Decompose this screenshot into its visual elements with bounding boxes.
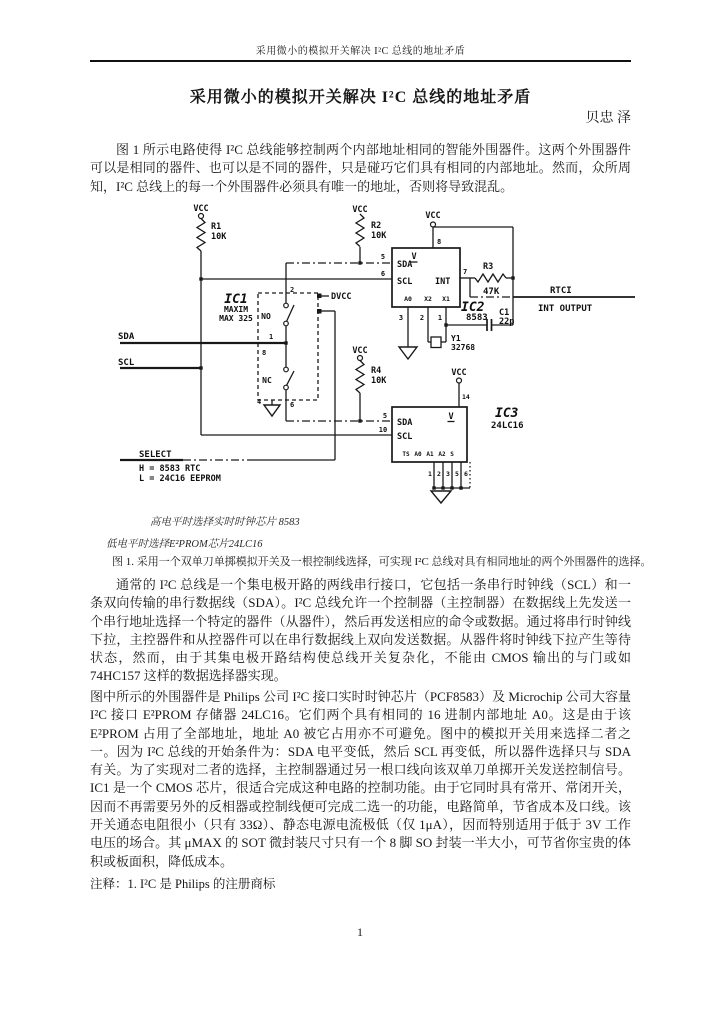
vcc-label: VCC [352, 346, 368, 356]
ic2-int-pin: INT [435, 277, 451, 287]
ic2-a0-pin: A0 [404, 295, 412, 303]
scl-bus-label: SCL [118, 358, 135, 368]
ic3-a2-pin: A2 [438, 451, 446, 458]
ic3-v-pin: V [448, 412, 454, 422]
r1-label: R1 [211, 222, 222, 232]
page-number: 1 [357, 925, 363, 939]
vcc-label: VCC [425, 211, 441, 221]
ic2-rtc-8583 [392, 211, 635, 359]
footnote: 注释：1. I²C 是 Philips 的注册商标 [90, 877, 276, 891]
ic3-n5: 6 [464, 470, 468, 478]
header-divider [90, 60, 631, 62]
ic1-brand: MAXIM [223, 305, 249, 314]
ic2-part-label: 8583 [466, 313, 488, 323]
ic3-n3: 3 [446, 470, 450, 478]
dvcc-label: DVCC [331, 292, 352, 302]
pin4-label: 4 [257, 398, 262, 406]
author-name: 贝忠 泽 [585, 111, 631, 126]
ic1-part: MAX 325 [219, 314, 253, 323]
r3-label: R3 [483, 262, 494, 272]
pin8-label: 8 [262, 349, 267, 357]
ic3-label: IC3 [495, 406, 519, 421]
paragraph-circuit-description: 图中所示的外围器件是 Philips 公司 I²C 接口实时时钟芯片（PCF8583）及 Microchip 公司大容量 I²C 接口 E²PROM 存储器 24LC16。它们两个具有相同的 16 进制内部地址 A0。这是由于该 E²PROM 占用了全部地址，地址 A0 被它占用亦不可避免。图中的模拟开关用来选择二者之一。因为 I²C 总线的开始条件为：SDA 电平变低，然后 SCL 再变低，所以器件选择只与 SDA 有关。为了实现对二者的选择，主控制器通过另一根口线向该双单刀单掷开关发送控制信号。IC1 是一个 CMOS 芯片，很适合完成这种电路的控制功能。由于它同时具有常开、常闭开关，因而不再需要另外的反相器或控制线便可完成二选一的功能，电路简单，节省成本及口线。该开关通态电阻很小（只有 33Ω）、静态电源电流极低（仅 1μA），因而特别适用于低于 3V 工作电压的场合。其 μMAX 的 SOT 微封装尺寸只有一个 8 脚 SO 封装一半大小，可节省你宝贵的体积或板面积，降低成本。 [90, 689, 631, 869]
no-switch-label: NO [261, 312, 271, 321]
ic3-n1: 1 [428, 470, 432, 478]
ic2-pin6-label: 6 [380, 270, 386, 278]
ic2-pin1-label: 1 [437, 314, 443, 322]
r4-value: 10K [371, 376, 387, 386]
nc-switch-label: NC [262, 376, 272, 385]
ic3-n4: 5 [455, 470, 459, 478]
rtci-label: RTCI [550, 286, 572, 296]
select-high-label: H = 8583 RTC [139, 464, 201, 474]
ic1-label: IC1 [224, 292, 248, 307]
ic2-pin7-label: 7 [463, 268, 468, 276]
ic2-scl-pin: SCL [397, 277, 413, 287]
ic3-part-label: 24LC16 [491, 421, 524, 431]
ic1-analog-switch [219, 263, 351, 460]
ic3-pin5-label: 5 [382, 412, 388, 420]
ic2-x1-pin: X1 [442, 295, 450, 303]
vcc-label: VCC [451, 368, 467, 378]
circuit-figure [95, 198, 640, 516]
ic2-pin2-label: 2 [419, 314, 425, 322]
ic2-sda-pin: SDA [397, 260, 413, 270]
ground-symbol [431, 491, 451, 503]
ground-symbol [264, 405, 280, 416]
r3-value: 47K [483, 287, 500, 297]
figure-caption: 图 1. 采用一个双单刀单掷模拟开关及一根控制线选择，可实现 I²C 总线对具有相同地址的两个外围器件的选择。 [112, 556, 652, 568]
ic2-pin3-label: 3 [398, 314, 404, 322]
ic3-sda-pin: SDA [397, 418, 413, 428]
y1-label: Y1 [451, 334, 461, 343]
r4-label: R4 [371, 366, 382, 376]
vcc-terminal [199, 214, 204, 219]
running-head: 采用微小的模拟开关解决 I²C 总线的地址矛盾 [255, 46, 466, 57]
int-output-label: INT OUTPUT [538, 304, 593, 314]
sda-bus-label: SDA [118, 332, 135, 342]
ic2-pin5-label: 5 [380, 253, 386, 261]
ground-symbol [399, 347, 417, 359]
ic2-label: IC2 [461, 300, 485, 315]
pin1-label: 1 [269, 333, 274, 341]
pin6-label: 6 [290, 401, 295, 409]
y1-value: 32768 [451, 343, 476, 352]
select-low-label: L = 24C16 EEPROM [139, 474, 221, 484]
select-control-line [120, 450, 335, 484]
figure-note-low: 低电平时选择E²PROM芯片24LC16 [106, 539, 263, 550]
ic3-scl-pin: SCL [397, 432, 413, 442]
vcc-label: VCC [193, 204, 209, 214]
r1-value: 10K [211, 232, 227, 242]
paragraph-intro: 图 1 所示电路使得 I²C 总线能够控制两个内部地址相同的智能外围器件。这两个外围器件可以是相同的器件、也可以是不同的器件，只是碰巧它们具有相同的内部地址。然而，众所周知，I²C 总线上的每一个外围器件必须具有唯一的地址，否则将导致混乱。 [90, 142, 631, 194]
pin2-label: 2 [290, 286, 295, 294]
bus-inputs [118, 279, 392, 435]
ic3-eeprom-24lc16 [379, 368, 524, 503]
ic3-pin14-label: 14 [462, 393, 470, 401]
ic2-pin8-label: 8 [437, 238, 442, 246]
r2-value: 10K [371, 231, 387, 241]
ic3-a1-pin: A1 [426, 451, 434, 458]
vcc-label: VCC [352, 205, 368, 215]
ic3-a0-pin: A0 [414, 451, 422, 458]
ic3-pin10-label: 10 [378, 426, 388, 434]
ic3-n2: 2 [437, 470, 441, 478]
figure-note-high: 高电平时选择实时时钟芯片 8583 [150, 517, 300, 528]
ic2-v-pin: V [411, 252, 417, 262]
ic2-x2-pin: X2 [424, 295, 432, 303]
ic3-ts-pin: TS [402, 451, 410, 458]
select-label: SELECT [139, 450, 172, 460]
paragraph-bus-description: 通常的 I²C 总线是一个集电极开路的两线串行接口，它包括一条串行时钟线（SCL）和一条双向传输的串行数据线（SDA）。I²C 总线允许一个控制器（主控制器）在数据线上先发送一个串行地址选择一个特定的器件（从器件），然后再发送相应的命令或数据。通过将串行时钟线下拉，主控器件和从控器件可以在串行数据线上双向发送数据。从器件将时钟线下拉产生等待状态，然而，由于其集电极开路结构使总线开关复杂化，不能由 CMOS 输出的与门或如 74HC157 这样的数据选择器实现。 [90, 577, 631, 684]
c1-value: 22p [499, 317, 515, 327]
c1-label: C1 [499, 308, 510, 318]
ic3-s-pin: S [450, 451, 454, 458]
r2-label: R2 [371, 221, 382, 231]
article-title: 采用微小的模拟开关解决 I²C 总线的地址矛盾 [189, 89, 532, 106]
